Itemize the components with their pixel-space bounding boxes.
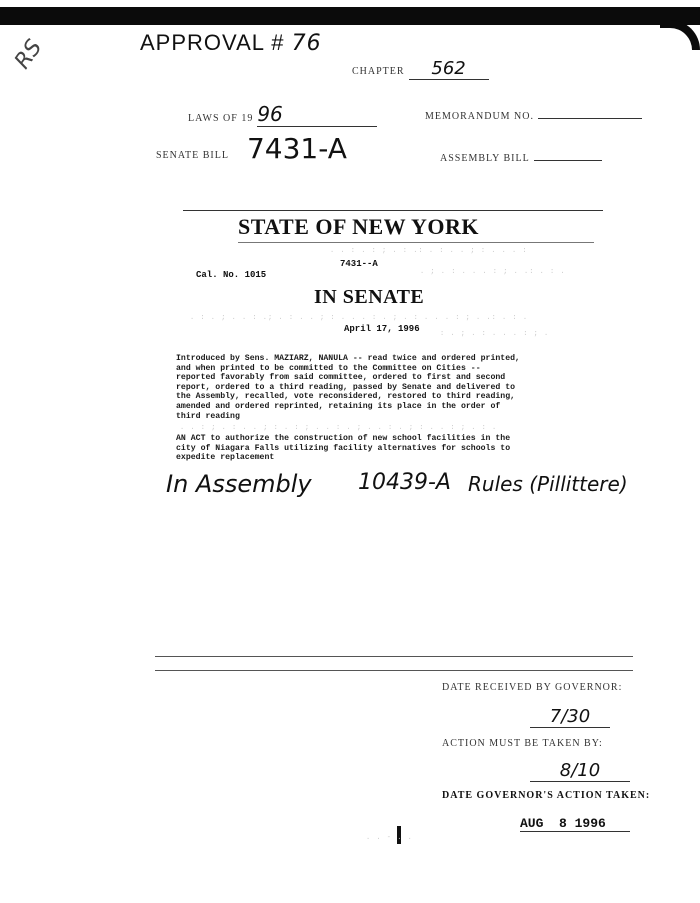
date-received-value: 7/30 [530,706,610,728]
act-title [176,434,510,463]
action-deadline-value: 8/10 [530,760,630,782]
introduction-line: amended and ordered reprinted, retaining its place in the order of [176,401,501,411]
laws-year: 96 [257,102,377,127]
memorandum-label: MEMORANDUM NO. [425,111,535,122]
act-line: city of Niagara Falls utilizing facility alternatives for schools to [176,443,511,453]
approval-label: APPROVAL # [140,30,285,55]
action-deadline-label: ACTION MUST BE TAKEN BY: [442,738,603,749]
senate-bill-value: 7431-A [246,132,347,165]
introduction-line: the Assembly, recalled, vote reconsidered, restored to third reading, [176,392,516,402]
chapter-label: CHAPTER [352,66,405,77]
footer-rule-bottom [155,670,633,671]
scan-noise: : . ; . : . . . : ; . [440,330,550,338]
scan-noise: . . - . . [366,834,413,842]
introduction-line: reported favorably from said committee, ordered to first and second [176,373,506,383]
introduction-line: Introduced by Sens. MAZIARZ, NANULA -- read twice and ordered printed, [176,354,520,363]
bill-top-rule [183,210,603,211]
bill-date: April 17, 1996 [344,324,420,334]
chapter-value: 562 [409,58,489,80]
date-received-label: DATE RECEIVED BY GOVERNOR: [442,682,623,693]
introduction-line: third reading [176,411,240,421]
memorandum-field [425,106,642,124]
scan-top-bar [0,7,700,25]
bill-number: 7431--A [340,259,378,269]
laws-field [188,102,377,127]
chapter-field [352,58,489,80]
scan-noise: . : . ; . . : .; . : . . ; : . . . : . ; . : . . . : ; . .: . : . [190,314,529,322]
state-title: STATE OF NEW YORK [238,214,479,239]
governor-action-label: DATE GOVERNOR'S ACTION TAKEN: [442,790,651,801]
approval-heading [140,30,322,56]
governor-action-stamp: AUG 8 1996 [520,814,630,832]
senate-bill-field [156,132,347,165]
approval-number: 76 [291,31,322,56]
assembly-number-note: 10439-A [358,470,451,495]
footer-rule-top [155,656,633,657]
scan-noise: . . : . : ; . : .: . : . . ; : . . . : [330,247,528,255]
scan-noise: . ; . : . . . : ; . .: . : . [420,268,566,276]
house-heading: IN SENATE [314,286,425,308]
act-line: AN ACT to authorize the construction of new school facilities in the [176,434,511,443]
introduction-line: and when printed to be committed to the Committee on Cities -- [176,363,481,373]
assembly-bill-label: ASSEMBLY BILL [440,153,530,164]
committee-note: Rules (Pillittere) [468,472,628,496]
handwritten-initials: RS [10,35,48,74]
assembly-bill-value [534,148,602,161]
state-title-underline [238,242,594,243]
assembly-bill-field [440,148,602,166]
senate-bill-label: SENATE BILL [156,150,229,161]
calendar-number: Cal. No. 1015 [196,270,267,280]
introduction-line: report, ordered to a third reading, passed by Senate and delivered to [176,382,516,392]
in-assembly-note: In Assembly [166,470,312,498]
act-line: expedite replacement [176,453,275,463]
introduction-text [176,354,520,421]
laws-label: LAWS OF 19 [188,113,254,124]
scan-noise: . . : ; . : . . ; : . : ; . . : . ; . . : . ; : . . : ; . : . [180,424,498,432]
memorandum-value [538,106,642,119]
